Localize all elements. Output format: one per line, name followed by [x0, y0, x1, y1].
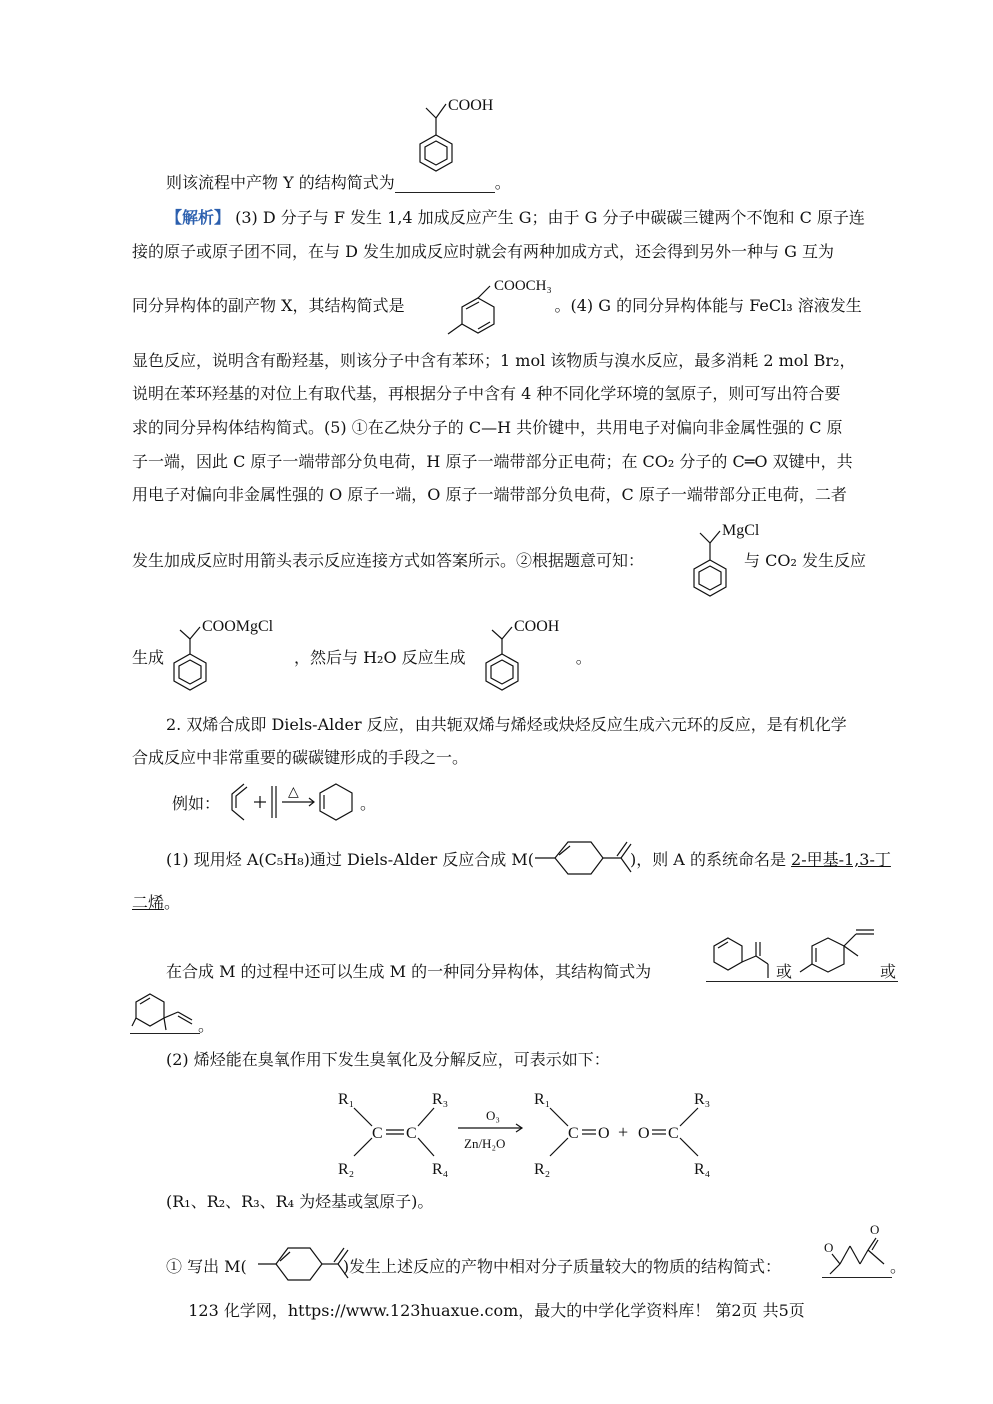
oxygen-label-2: O	[870, 1222, 880, 1237]
y-structure-prompt: 则该流程中产物 Y 的结构简式为	[166, 173, 395, 192]
example-label: 例如：	[172, 794, 221, 813]
analysis-text: 发生加成反应时用箭头表示反应连接方式如答案所示。②根据题意可知：	[132, 551, 645, 570]
q2-text: 在合成 M 的过程中还可以生成 M 的一种同分异构体，其结构简式为	[166, 962, 652, 981]
period: 。	[494, 173, 511, 192]
carbonyl-c-right: C	[668, 1125, 679, 1142]
carbonyl-o-right: O	[638, 1125, 650, 1142]
q2-text: ① 写出 M(	[166, 1257, 247, 1276]
reagent-zn: Zn/H₂O	[464, 1136, 506, 1151]
isomer-end: 。	[198, 1016, 215, 1035]
subq1-end: 。	[890, 1257, 907, 1276]
structure-x-methyl-cyclohexadiene-ester	[430, 272, 580, 340]
alkene-c-right: C	[406, 1125, 417, 1142]
analysis-text: ，然后与 H₂O 反应生成	[294, 648, 466, 667]
isomer-structure-3	[130, 990, 208, 1034]
isomer-structure-2	[796, 924, 882, 982]
structure-m-limonene	[533, 834, 633, 882]
r2-label: R₂	[338, 1161, 355, 1178]
structure-m-small	[256, 1240, 356, 1288]
or-text-1: 或	[776, 962, 793, 981]
oxygen-label-1: O	[824, 1240, 834, 1255]
q2-line-2: 合成反应中非常重要的碳碳键形成的手段之一。	[132, 748, 469, 767]
structure-product-acid	[478, 612, 588, 702]
structure-y-phenylpropanoic-acid	[408, 90, 528, 195]
analysis-text: 与 CO₂ 发生反应	[744, 551, 866, 570]
q2-part2-line: (2) 烯烃能在臭氧作用下发生臭氧化及分解反应，可表示如下：	[166, 1050, 610, 1069]
analysis-line-2: 接的原子或原子团不同，在与 D 发生加成反应时就会有两种加成方式，还会得到另外一种与 G 互为	[132, 242, 834, 261]
r1-product-label: R₁	[534, 1091, 551, 1108]
carbonyl-c-left: C	[568, 1125, 579, 1142]
structure-coomgcl	[168, 612, 298, 702]
diels-alder-example-scheme	[226, 778, 366, 826]
q2-text: (1) 现用烃 A(C₅H₈)通过 Diels-Alder 反应合成 M(	[166, 850, 534, 869]
structure-ketoaldehyde	[816, 1220, 894, 1278]
carbonyl-o-left: O	[598, 1125, 610, 1142]
r4-label: R₄	[432, 1161, 449, 1178]
example-period: 。	[360, 794, 377, 813]
structure-grignard	[678, 515, 778, 610]
q2-line-1: 2. 双烯合成即 Diels-Alder 反应，由共轭双烯与烯烃或炔烃反应生成六元环的反应，是有机化学	[166, 715, 847, 734]
isomer-answer-underline-2	[130, 1032, 200, 1034]
analysis-line-1	[166, 208, 865, 228]
answer-a-name: 2-甲基-1,3-丁	[791, 850, 891, 869]
cooh-label: COOH	[514, 618, 560, 635]
or-text-2: 或	[880, 962, 897, 981]
analysis-text: 生成	[132, 648, 165, 667]
analysis-line-5: 说明在苯环羟基的对位上有取代基，再根据分子中含有 4 种不同化学环境的氢原子，则可写出符合要	[132, 384, 841, 403]
coomgcl-label: COOMgCl	[202, 618, 274, 635]
q2-part1-line-2	[132, 893, 180, 913]
page-footer: 123 化学网，https://www.123huaxue.com，最大的中学化学资料库！ 第2页 共5页	[188, 1301, 805, 1320]
alkene-c-left: C	[372, 1125, 383, 1142]
cooh-label: COOH	[448, 97, 494, 114]
r2-product-label: R₂	[534, 1161, 551, 1178]
isomer-line	[166, 962, 651, 982]
analysis-line-8: 用电子对偏向非金属性强的 O 原子一端，O 原子一端带部分负电荷，C 原子一端带部分正电荷，二者	[132, 485, 847, 504]
analysis-text: 。(4) G 的同分异构体能与 FeCl₃ 溶液发生	[554, 296, 862, 315]
isomer-structure-1	[708, 930, 780, 982]
analysis-text: 同分异构体的副产物 X，其结构简式是	[132, 296, 405, 315]
reagent-ozone: O₃	[486, 1108, 500, 1123]
answer-a-name-cont: 二烯	[132, 893, 165, 912]
q2-example	[172, 794, 220, 814]
mgcl-label: MgCl	[722, 522, 760, 539]
q2-text: )发生上述反应的产物中相对分子质量较大的物质的结构简式：	[342, 1257, 782, 1276]
q2-text: )，则 A 的系统命名是	[629, 850, 786, 869]
r-groups-note: (R₁、R₂、R₃、R₄ 为烃基或氢原子)。	[166, 1192, 434, 1211]
ozonolysis-scheme	[330, 1082, 730, 1182]
analysis-tag: 【解析】	[166, 208, 231, 227]
plus-sign: +	[618, 1122, 629, 1142]
analysis-text: (3) D 分子与 F 发生 1,4 加成反应产生 G；由于 G 分子中碳碳三键两个不饱和 C 原子连	[235, 208, 865, 227]
period: 。	[164, 893, 181, 912]
r1-label: R₁	[338, 1091, 355, 1108]
period: 。	[575, 648, 592, 667]
r3-product-label: R₃	[694, 1091, 711, 1108]
analysis-line-6: 求的同分异构体结构简式。(5) ①在乙炔分子的 C—H 共价键中，共用电子对偏向非金属性强的 C 原	[132, 418, 843, 437]
delta-symbol: △	[288, 785, 299, 800]
analysis-line-7: 子一端，因此 C 原子一端带部分负电荷，H 原子一端带部分正电荷；在 CO₂ 分子的 C═O 双键中，共	[132, 452, 853, 471]
analysis-line-4: 显色反应，说明含有酚羟基，则该分子中含有苯环；1 mol 该物质与溴水反应，最多消耗 2 mol Br₂，	[132, 351, 856, 370]
r3-label: R₃	[432, 1091, 449, 1108]
q2-part1-line	[166, 850, 891, 870]
r4-product-label: R₄	[694, 1161, 711, 1178]
cooch3-label: COOCH₃	[494, 278, 552, 294]
